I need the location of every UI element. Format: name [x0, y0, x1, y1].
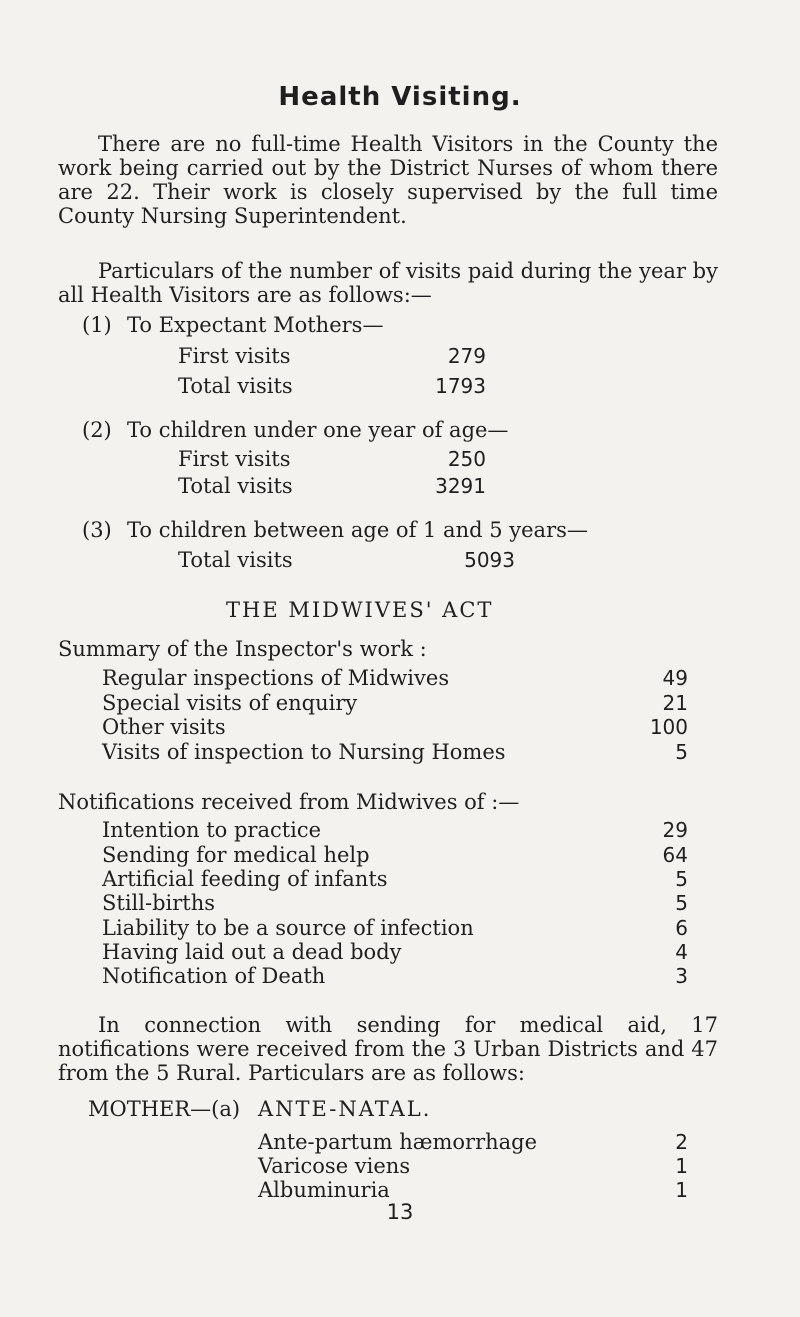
notification-row-value: 6: [675, 916, 688, 940]
ante-natal-row-label: Ante-partum hæmorrhage: [258, 1130, 538, 1154]
notification-row-value: 29: [662, 818, 688, 842]
intro-paragraph: There are no full-time Health Visitors in the County the work being carried out by the District Nurses of whom there are 22. Their work is closely supervised by the full time County Nursing Superintendent.: [58, 132, 718, 228]
visits-row-label: Total visits: [178, 474, 293, 498]
page-title: Health Visiting.: [278, 82, 522, 112]
visits-row-label: First visits: [178, 344, 291, 368]
summary-row-label: Other visits: [102, 715, 226, 739]
midwives-act-heading: THE MIDWIVES' ACT: [226, 598, 494, 622]
visits-row-value: 279: [447, 344, 486, 368]
particulars-paragraph: Particulars of the number of visits paid during the year by all Health Visitors are as follows:—: [58, 259, 718, 307]
notification-row-label: Liability to be a source of infection: [102, 916, 474, 940]
notification-row-value: 64: [662, 843, 688, 867]
visits-row-value: 1793: [435, 374, 486, 398]
notification-row-value: 4: [675, 940, 688, 964]
ante-natal-row-value: 1: [675, 1178, 688, 1202]
mother-heading-prefix: MOTHER—(a): [88, 1097, 241, 1121]
page-number: 13: [386, 1200, 414, 1224]
ante-natal-row-label: Varicose viens: [258, 1154, 411, 1178]
summary-row-value: 21: [662, 691, 688, 715]
visits-row-label: First visits: [178, 447, 291, 471]
visits-marker: (1): [82, 313, 112, 337]
summary-row-value: 49: [662, 666, 688, 690]
medical-aid-paragraph: In connection with sending for medical aid, 17 notifications were received from the 3 Urban Districts and 47 from the 5 Rural. Particulars are as follows:: [58, 1013, 718, 1085]
visits-heading: To children under one year of age—: [127, 418, 509, 442]
summary-row-label: Special visits of enquiry: [102, 691, 358, 715]
summary-heading: Summary of the Inspector's work :: [58, 637, 427, 661]
notification-row-label: Still-births: [102, 891, 216, 915]
ante-natal-row-label: Albuminuria: [258, 1178, 390, 1202]
notification-row-value: 5: [675, 867, 688, 891]
summary-row-label: Regular inspections of Midwives: [102, 666, 450, 690]
visits-marker: (3): [82, 518, 112, 542]
visits-row-value: 5093: [464, 548, 515, 572]
ante-natal-row-value: 1: [675, 1154, 688, 1178]
visits-heading: To Expectant Mothers—: [127, 313, 384, 337]
notification-row-label: Artificial feeding of infants: [102, 867, 388, 891]
notification-row-label: Having laid out a dead body: [102, 940, 402, 964]
ante-natal-row-value: 2: [675, 1130, 688, 1154]
summary-row-value: 100: [649, 715, 688, 739]
visits-heading: To children between age of 1 and 5 years—: [127, 518, 588, 542]
visits-row-label: Total visits: [178, 374, 293, 398]
visits-row-value: 250: [447, 447, 486, 471]
notification-row-label: Sending for medical help: [102, 843, 370, 867]
summary-row-value: 5: [675, 740, 688, 764]
notifications-heading: Notifications received from Midwives of :—: [58, 790, 520, 814]
notification-row-label: Intention to practice: [102, 818, 322, 842]
visits-row-label: Total visits: [178, 548, 293, 572]
visits-marker: (2): [82, 418, 112, 442]
notification-row-label: Notification of Death: [102, 964, 326, 988]
notification-row-value: 3: [675, 964, 688, 988]
notification-row-value: 5: [675, 891, 688, 915]
visits-row-value: 3291: [435, 474, 486, 498]
summary-row-label: Visits of inspection to Nursing Homes: [102, 740, 506, 764]
ante-natal-heading: ANTE-NATAL.: [258, 1097, 432, 1121]
